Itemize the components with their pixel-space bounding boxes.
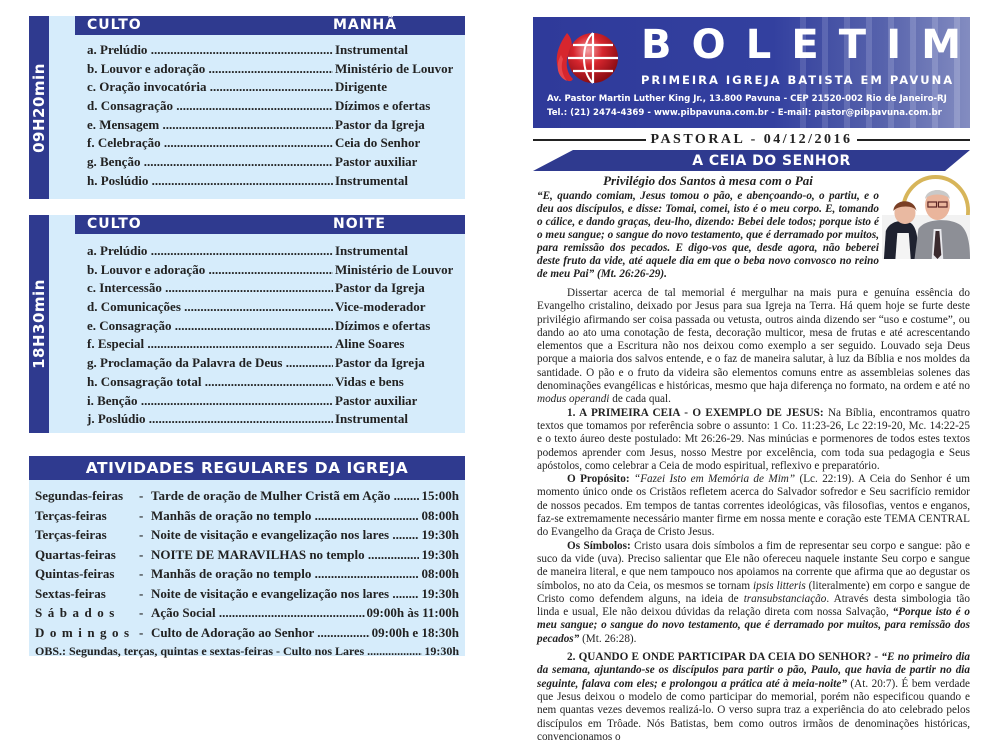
activity-row bbox=[35, 603, 459, 623]
photo-image bbox=[882, 175, 970, 259]
program-item-value: Dirigente bbox=[335, 79, 387, 95]
program-item-value: Pastor auxiliar bbox=[335, 154, 418, 170]
separator: - bbox=[139, 488, 144, 503]
program-item-label: d. Consagração ..... bbox=[87, 97, 333, 116]
intro-text bbox=[537, 173, 879, 281]
boletim-title-letter: E bbox=[791, 22, 819, 68]
activity-time: 08:00h bbox=[421, 566, 459, 581]
italic-quote: “Fazei Isto em Memória de Mim” bbox=[629, 473, 796, 486]
italic-text: transubstanciação bbox=[743, 592, 827, 605]
proposito-paragraph bbox=[537, 473, 970, 539]
pastoral-heading bbox=[533, 131, 970, 149]
program-item bbox=[87, 242, 462, 261]
separator: - bbox=[139, 585, 144, 601]
divider bbox=[533, 139, 646, 141]
text: (Lc. 22:19). A Ceia do Senhor é um momento único onde os Cristãos refletem acerca do Salvador sofredor e Seu sacrifício remidor de nossos pecados. Em tempos de tantas correntes ideológicas, vãs filosofias, ventos e enganos, faz-se extremamente necessário manter firme em nossa mente e coração este TEMA CENTRAL do Evangelho da Graça de Cristo Jesus. bbox=[537, 473, 970, 539]
section-period: MANHÃ bbox=[333, 17, 398, 33]
section-1-paragraph bbox=[537, 407, 970, 473]
program-item-label: h. Poslúdio ..... bbox=[87, 172, 333, 191]
program-item-value: Ministério de Louvor bbox=[335, 261, 454, 277]
program-item bbox=[87, 392, 462, 411]
program-item-value: Vice-moderador bbox=[335, 299, 426, 315]
atividades-title: ATIVIDADES REGULARES DA IGREJA bbox=[29, 456, 465, 480]
pastoral-column bbox=[533, 131, 970, 744]
separator: - bbox=[139, 527, 144, 542]
activity-time: 09:00h e 18:30h bbox=[371, 624, 459, 640]
section-header bbox=[75, 16, 465, 35]
article-subtitle: Privilégio dos Santos à mesa com o Pai bbox=[603, 173, 813, 188]
section-2-paragraph bbox=[537, 651, 970, 744]
text: Cristo usara dois símbolos a fim de representar seu corpo e sangue: pão e suco da vide (uva). Preciso salientar que Ele não ofereceu naquele instante Seu corpo e sangue de maneira literal, e que nem tampouco nos apoiamos na corrente que afirma que ao degustar os símbolos, no ato da Ceia, os mesmos se tornam bbox=[537, 539, 971, 592]
separator: - bbox=[139, 624, 144, 640]
program-item bbox=[87, 317, 462, 336]
program-item-label: a. Prelúdio ..... bbox=[87, 242, 333, 261]
subheading: O Propósito: bbox=[567, 473, 630, 486]
program-item-label: f. Especial ..... bbox=[87, 335, 333, 354]
program-item bbox=[87, 97, 462, 116]
separator: - bbox=[139, 546, 144, 562]
subheading: Os Símbolos: bbox=[567, 539, 631, 552]
activity-time: 19:30h bbox=[421, 585, 459, 601]
culto-time: 18H30min bbox=[30, 279, 48, 369]
activity-row bbox=[35, 545, 459, 565]
boletim-title-letter: I bbox=[886, 22, 902, 68]
culto-noite-section bbox=[29, 215, 465, 433]
program-item bbox=[87, 153, 462, 172]
text: Na Bíblia, encontramos quatro textos que tomamos por referência sobre o assunto: 1 Co. 11:23-26, Lc 22:19-20, Mc. 14:22-25 e o texto áureo deste postulado: Mt 26:26-29. Nas minúcias e pormenores de todos estes textos podemos aprender com Jesus, nosso Mestre por excelência, com toda sua pedagogia e Seus apóstolos, como celebrar a Ceia de modo espiritual, reflexivo e preparatório. bbox=[537, 406, 970, 472]
activity-row bbox=[35, 584, 459, 604]
obs-text: OBS.: Segundas, terças, quintas e sextas-feiras - Culto nos Lares ..... bbox=[35, 642, 422, 662]
pastor-couple-photo bbox=[882, 175, 970, 259]
program-item-label: g. Benção ..... bbox=[87, 153, 333, 172]
activity-name: Manhãs de oração no templo ..... bbox=[151, 564, 419, 584]
program-item bbox=[87, 78, 462, 97]
program-item-value: Pastor da Igreja bbox=[335, 116, 425, 132]
activity-day: Domingos bbox=[35, 624, 135, 640]
activity-day: Quintas-feiras bbox=[35, 566, 115, 581]
italic-text: ipsis litteris bbox=[753, 579, 806, 592]
article-title: A CEIA DO SENHOR bbox=[692, 153, 851, 169]
boletim-title-letter: T bbox=[838, 22, 867, 68]
program-item-value: Pastor auxiliar bbox=[335, 392, 418, 408]
program-item bbox=[87, 261, 462, 280]
program-item-value: Ceia do Senhor bbox=[335, 135, 421, 151]
boletim-title-letter: B bbox=[641, 22, 672, 68]
activity-time: 19:30h bbox=[421, 546, 459, 562]
article-body bbox=[537, 287, 970, 744]
intro-paragraph bbox=[537, 287, 970, 407]
activity-name: Ação Social ..... bbox=[151, 603, 365, 623]
program-item bbox=[87, 172, 462, 191]
program-item bbox=[87, 410, 462, 429]
separator: - bbox=[139, 605, 144, 620]
activity-name: Noite de visitação e evangelização nos lares ..... bbox=[151, 525, 419, 545]
activity-day: Quartas-feiras bbox=[35, 546, 116, 562]
program-item bbox=[87, 279, 462, 298]
program-item-label: e. Consagração ..... bbox=[87, 317, 333, 336]
program-item-value: Dízimos e ofertas bbox=[335, 317, 431, 333]
activity-time: 15:00h bbox=[421, 488, 459, 503]
program-item-value: Pastor da Igreja bbox=[335, 280, 425, 296]
section-title: CULTO bbox=[87, 17, 142, 33]
section-heading: 2. QUANDO E ONDE PARTICIPAR DA CEIA DO SENHOR? bbox=[567, 651, 872, 664]
bold-italic-quote: “Porque isto é o meu sangue; o sangue do novo testamento, que é derramado por muitos, para remissão dos pecados” bbox=[537, 606, 970, 645]
text: . Através desta simbologia tão linda e usual, Ele não deixou dúvidas da relação direta com nossa Salvação, bbox=[537, 592, 970, 619]
program-item-label: b. Louvor e adoração ..... bbox=[87, 60, 333, 79]
text: (Mt. 26:28). bbox=[579, 632, 637, 645]
church-contact: Tel.: (21) 2474-4369 - www.pibpavuna.com.br - E-mail: pastor@pibpavuna.com.br bbox=[547, 108, 942, 118]
time-sidebar bbox=[29, 215, 49, 433]
boletim-title-letter: M bbox=[921, 22, 961, 68]
program-item-value: Dízimos e ofertas bbox=[335, 98, 431, 114]
article-title-bar bbox=[533, 150, 970, 171]
activity-obs-row bbox=[35, 642, 459, 662]
pastoral-label: PASTORAL - 04/12/2016 bbox=[650, 132, 853, 147]
section-header bbox=[75, 215, 465, 234]
activity-day: Segundas-feiras bbox=[35, 488, 124, 503]
culto-manha-section bbox=[29, 16, 465, 199]
program-item-value: Vidas e bens bbox=[335, 373, 404, 389]
program-item-value: Aline Soares bbox=[335, 336, 405, 352]
program-list bbox=[87, 41, 462, 191]
activity-day: Terças-feiras bbox=[35, 527, 107, 542]
program-item-value: Instrumental bbox=[335, 42, 408, 57]
program-item-label: a. Prelúdio ..... bbox=[87, 41, 333, 60]
bold-italic-quote: - “E no primeiro dia da semana, ajuntando-se os discípulos para partir o pão, Paulo, que havia de partir no dia seguinte, falava com eles; e prolongou a prática até à meia-noite” bbox=[537, 651, 971, 690]
program-item-value: Pastor da Igreja bbox=[335, 355, 425, 371]
program-item bbox=[87, 373, 462, 392]
activity-row bbox=[35, 486, 459, 506]
activity-row bbox=[35, 506, 459, 526]
section-heading: 1. A PRIMEIRA CEIA - O EXEMPLO DE JESUS: bbox=[567, 406, 824, 419]
activity-name: Culto de Adoração ao Senhor ..... bbox=[151, 623, 370, 643]
activity-name: NOITE DE MARAVILHAS no templo ..... bbox=[151, 545, 419, 565]
divider bbox=[857, 139, 970, 141]
activity-time: 19:30h bbox=[421, 527, 459, 542]
activity-day: Terças-feiras bbox=[35, 507, 107, 523]
boletim-title-letter: O bbox=[691, 22, 726, 68]
activity-day: Sábados bbox=[35, 605, 120, 620]
article-intro bbox=[533, 173, 970, 281]
program-item-label: d. Comunicações ..... bbox=[87, 298, 333, 317]
program-item bbox=[87, 60, 462, 79]
program-item-value: Instrumental bbox=[335, 411, 408, 427]
italic-text: modus operandi bbox=[537, 393, 610, 406]
simbolos-paragraph bbox=[537, 540, 970, 646]
program-item bbox=[87, 41, 462, 60]
activity-row bbox=[35, 564, 459, 584]
program-item-label: c. Oração invocatória ..... bbox=[87, 78, 333, 97]
church-logo-icon bbox=[551, 25, 623, 91]
obs-time: 19:30h bbox=[424, 644, 459, 658]
program-item-label: i. Benção ..... bbox=[87, 392, 333, 411]
separator: - bbox=[139, 507, 144, 523]
text: (literalmente) em corpo e sangue de Cristo como defendem alguns, na ideia de bbox=[537, 579, 971, 605]
activity-name: Manhãs de oração no templo ..... bbox=[151, 506, 419, 526]
text: (At. 20:7). É bem verdade que Jesus deixou o modelo de como participar do memorial, porém não especificou quando e nem quantas vezes devemos realizá-lo. O verso supra traz a experiência do ato celebrado pelos discípulos em Trôade. Nós Batistas, bem como outros irmãos de denominações históricas, convencionamos o bbox=[537, 677, 971, 743]
program-item bbox=[87, 298, 462, 317]
church-address: Av. Pastor Martin Luther King Jr., 13.800 Pavuna - CEP 21520-002 Rio de Janeiro-RJ bbox=[547, 94, 947, 104]
church-name: PRIMEIRA IGREJA BATISTA EM PAVUNA bbox=[641, 73, 955, 87]
section-title: CULTO bbox=[87, 216, 142, 232]
activity-time: 08:00h bbox=[421, 507, 459, 523]
activity-name: Tarde de oração de Mulher Cristã em Ação ..... bbox=[151, 486, 419, 506]
article-verse: “E, quando comiam, Jesus tomou o pão, e abençoando-o, o partiu, e o deu aos discípulos, e disse: Tomai, comei, isto é o meu corpo. E, tomando o cálice, e dando graças, deu-lho, dizendo: Bebei dele todos; porque isto é o meu sangue; o sangue do novo testamento, que é derramado por muitos, para remissão dos pecados. E digo-vos que, desde agora, não beberei deste fruto da vide, até aquele dia em que o beba novo convosco no reino de meu Pai” (Mt. 26:26-29). bbox=[537, 190, 879, 280]
program-item bbox=[87, 116, 462, 135]
activity-row bbox=[35, 623, 459, 643]
program-list bbox=[87, 242, 462, 429]
activity-day: Sextas-feiras bbox=[35, 585, 106, 601]
culto-time: 09H20min bbox=[30, 62, 48, 153]
program-item-label: g. Proclamação da Palavra de Deus ..... bbox=[87, 354, 333, 373]
program-item-label: h. Consagração total ..... bbox=[87, 373, 333, 392]
text: de cada qual. bbox=[609, 393, 671, 406]
time-sidebar bbox=[29, 16, 49, 199]
program-item bbox=[87, 354, 462, 373]
activity-row bbox=[35, 525, 459, 545]
program-item bbox=[87, 134, 462, 153]
program-item-value: Ministério de Louvor bbox=[335, 60, 454, 76]
separator: - bbox=[139, 566, 144, 581]
program-item-label: e. Mensagem ..... bbox=[87, 116, 333, 135]
text: Dissertar acerca de tal memorial é mergulhar na mais pura e genuína essência do Evangelho cristalino, deixado por Jesus para sua Igreja na Terra. Há quem hoje se furte deste privilégio afirmando ser coisa passada ou vetusta, outros ainda dizendo ser “uso e costume”, ou dando ao ato uma conotação de festa, decoração multicor, mesa de frutas e até acrescentando elementos que a Escritura não nos deixou como exemplo a ser seguido. Louvado seja Deus porque a maioria dos salvos entende, e o faz de maneira salutar, à luz da Bíblia e nos moldes da santidade. O pão e o fruto da videira são elementos comuns entre as assembleias solenes das denominações evangélicas e históricas, mesmo que haja diferença no formato, na ordem e até no bbox=[537, 287, 970, 393]
program-item-label: j. Poslúdio ..... bbox=[87, 410, 333, 429]
program-item bbox=[87, 335, 462, 354]
boletim-title bbox=[641, 21, 961, 71]
program-item-label: f. Celebração ..... bbox=[87, 134, 333, 153]
program-item-label: b. Louvor e adoração ..... bbox=[87, 261, 333, 280]
section-period: NOITE bbox=[333, 216, 386, 232]
program-item-value: Instrumental bbox=[335, 172, 408, 188]
boletim-banner bbox=[533, 17, 970, 128]
atividades-section bbox=[29, 456, 465, 656]
program-item-value: Instrumental bbox=[335, 243, 408, 258]
activity-time: 09:00h às 11:00h bbox=[366, 605, 459, 620]
atividades-list bbox=[29, 480, 465, 662]
program-item-label: c. Intercessão ..... bbox=[87, 279, 333, 298]
boletim-title-letter: L bbox=[745, 22, 772, 68]
activity-name: Noite de visitação e evangelização nos lares ..... bbox=[151, 584, 419, 604]
